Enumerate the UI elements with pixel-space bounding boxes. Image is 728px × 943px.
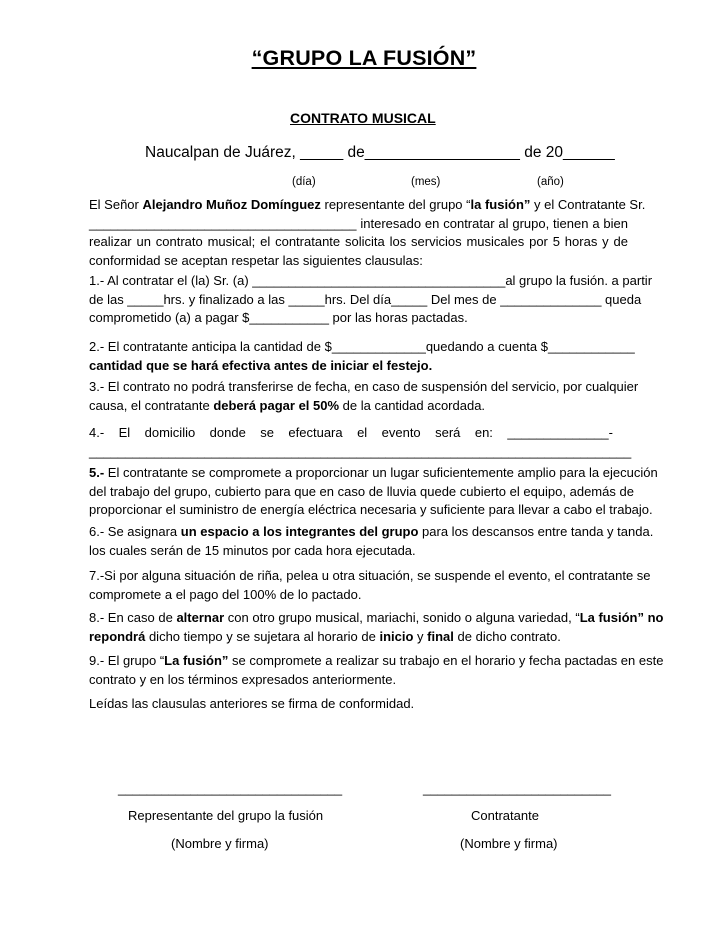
clause-text: con otro grupo musical, mariachi, sonido o alguna variedad, “: [224, 610, 580, 625]
clause-line: comprometido (a) a pagar $___________ por las horas pactadas.: [89, 310, 468, 325]
clause-text: de dicho contrato.: [453, 628, 561, 644]
intro-text: representante del grupo “: [320, 197, 471, 212]
clause-line: de las _____hrs. y finalizado a las _____hrs. Del día_____ Del mes de ______________ queda: [89, 291, 642, 307]
left-signature-label: Representante del grupo la fusión: [128, 808, 324, 823]
clause-5: [89, 464, 658, 520]
clause-line: 4.- El domicilio donde se efectuara el evento será en: ______________-: [89, 425, 613, 440]
clause-bold-text: final: [427, 628, 454, 644]
clause-bold-text: deberá pagar el 50%: [213, 397, 340, 413]
clause-text: 8.- En caso de: [89, 610, 177, 625]
representative-name: Alejandro Muñoz Domínguez: [142, 197, 321, 212]
clause-text: causa, el contratante: [89, 397, 214, 413]
place-date-line: Naucalpan de Juárez, _____ de__________________ de 20______: [145, 144, 615, 161]
clause-2: [89, 338, 635, 375]
clause-8: [89, 609, 664, 646]
clause-line: del trabajo del grupo, cubierto para que en caso de lluvia quede cubierto el equipo, además de: [89, 483, 634, 499]
closing-paragraph: [89, 695, 628, 714]
clause-text: se compromete a realizar su trabajo en el horario y fecha pactadas en este: [228, 653, 664, 668]
clause-text: 6.- Se asignara: [89, 524, 181, 539]
clause-bold-text: repondrá: [89, 628, 146, 644]
clause-text: de la cantidad acordada.: [339, 397, 486, 413]
clause-line: los cuales serán de 15 minutos por cada hora ejecutada.: [89, 542, 416, 558]
clause-line: proporcionar el suministro de energía eléctrica necesaria y suficiente para llevar a cabo el trabajo.: [89, 502, 653, 517]
clause-number: 5.-: [89, 465, 105, 480]
hint-year: (año): [537, 176, 564, 188]
clause-bold-text: inicio: [379, 628, 414, 644]
intro-text: y el Contratante Sr.: [530, 197, 646, 212]
left-signature-line: _______________________________: [118, 781, 343, 796]
document-title: “GRUPO LA FUSIÓN”: [251, 46, 477, 70]
clause-text: 9.- El grupo “: [89, 653, 165, 668]
closing-text: Leídas las clausulas anteriores se firma de conformidad.: [89, 696, 415, 711]
clause-text: para los descansos entre tanda y tanda.: [418, 524, 654, 539]
clause-line: 1.- Al contratar el (la) Sr. (a) ___________________________________al grupo la fusión. a partir: [89, 273, 653, 288]
clause-line: 3.- El contrato no podrá transferirse de fecha, en caso de suspensión del servicio, por cualquier: [89, 379, 639, 394]
right-signature-label: Contratante: [471, 808, 539, 823]
clause-6: [89, 523, 654, 560]
intro-text: El Señor: [89, 197, 143, 212]
clause-bold-text: La fusión”: [164, 653, 229, 668]
hint-day: (día): [292, 176, 316, 188]
right-signature-line: __________________________: [423, 781, 611, 796]
clause-line: compromete a el pago del 100% de lo pactado.: [89, 586, 362, 602]
right-signature-hint: (Nombre y firma): [460, 836, 558, 851]
clause-1: [89, 272, 653, 328]
clause-9: [89, 652, 664, 689]
clause-bold-text: La fusión” no: [579, 610, 664, 625]
left-signature-hint: (Nombre y firma): [171, 836, 269, 851]
clause-text: El contratante se compromete a proporcionar un lugar suficientemente amplio para la ejecución: [104, 465, 658, 480]
intro-line: _____________________________________ interesado en contratar al grupo, tienen a bien: [89, 215, 628, 231]
clause-line: contrato y en los términos expresados anteriormente.: [89, 671, 397, 687]
clause-line: ___________________________________________________________________________: [89, 443, 632, 459]
document-subtitle: CONTRATO MUSICAL: [290, 110, 436, 126]
clause-bold-text: cantidad que se hará efectiva antes de iniciar el festejo.: [89, 357, 433, 373]
hint-month: (mes): [411, 176, 441, 188]
intro-paragraph: [89, 196, 646, 270]
group-name: la fusión”: [470, 197, 531, 212]
intro-line: realizar un contrato musical; el contratante solicita los servicios musicales por 5 horas y de: [89, 234, 628, 249]
clause-line: 2.- El contratante anticipa la cantidad de $_____________quedando a cuenta $____________: [89, 339, 635, 354]
clause-4: [89, 424, 632, 461]
clause-3: [89, 378, 639, 415]
clause-bold-text: alternar: [176, 610, 225, 625]
clause-text: dicho tiempo y se sujetara al horario de: [145, 628, 380, 644]
clause-text: y: [413, 628, 428, 644]
clause-7: [89, 567, 651, 604]
clause-line: 7.-Si por alguna situación de riña, pelea u otra situación, se suspende el evento, el contratante se: [89, 568, 651, 583]
intro-line: conformidad se aceptan respetar las siguientes clausulas:: [89, 252, 423, 268]
clause-bold-text: un espacio a los integrantes del grupo: [180, 524, 419, 539]
